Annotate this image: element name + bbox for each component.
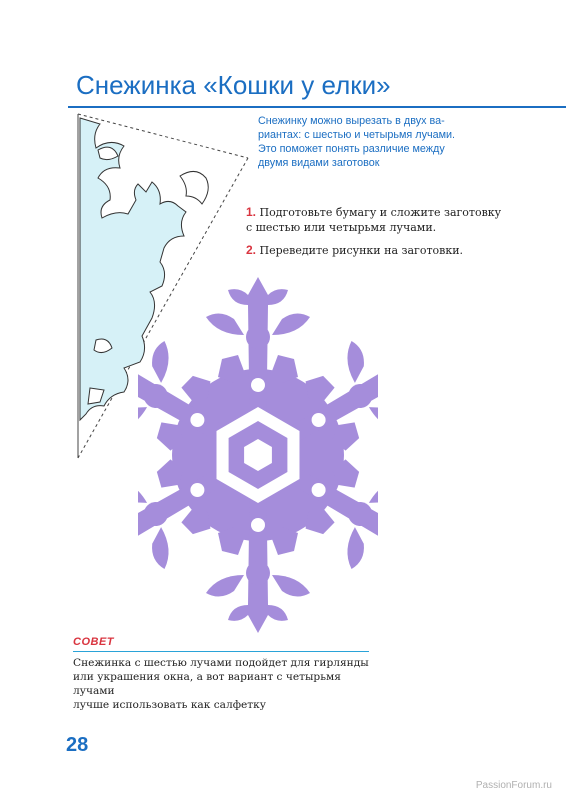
tip-text — [73, 656, 373, 712]
step-2 — [246, 243, 516, 258]
page-number: 28 — [66, 734, 89, 756]
step-1 — [246, 205, 516, 235]
steps-list — [246, 205, 516, 266]
tip-line: или украшения окна, а вот вариант с четырьмя лучами — [73, 671, 341, 697]
step-text-line: с шестью или четырьмя лучами. — [246, 221, 437, 234]
tip-divider — [73, 651, 369, 652]
tip-heading: СОВЕТ — [73, 636, 114, 648]
intro-line: риантах: с шестью и четырьмя лучами. — [258, 129, 456, 141]
intro-line: Это поможет понять различие между — [258, 143, 445, 155]
step-text-line: Подготовьте бумагу и сложите заготовку — [259, 206, 502, 219]
watermark: PassionForum.ru — [475, 780, 552, 791]
intro-text — [258, 114, 498, 170]
page-title: Снежинка «Кошки у елки» — [76, 70, 391, 100]
intro-line: Снежинку можно вырезать в двух ва- — [258, 115, 445, 127]
step-number: 1. — [246, 205, 257, 219]
step-number: 2. — [246, 243, 257, 257]
tip-box — [73, 636, 373, 712]
tip-line: Снежинка с шестью лучами подойдет для гирлянды — [73, 657, 369, 669]
tip-line: лучше использовать как салфетку — [73, 699, 266, 711]
intro-line: двумя видами заготовок — [258, 157, 380, 169]
snowflake-image — [138, 275, 378, 635]
step-text-line: Переведите рисунки на заготовки. — [259, 244, 464, 257]
